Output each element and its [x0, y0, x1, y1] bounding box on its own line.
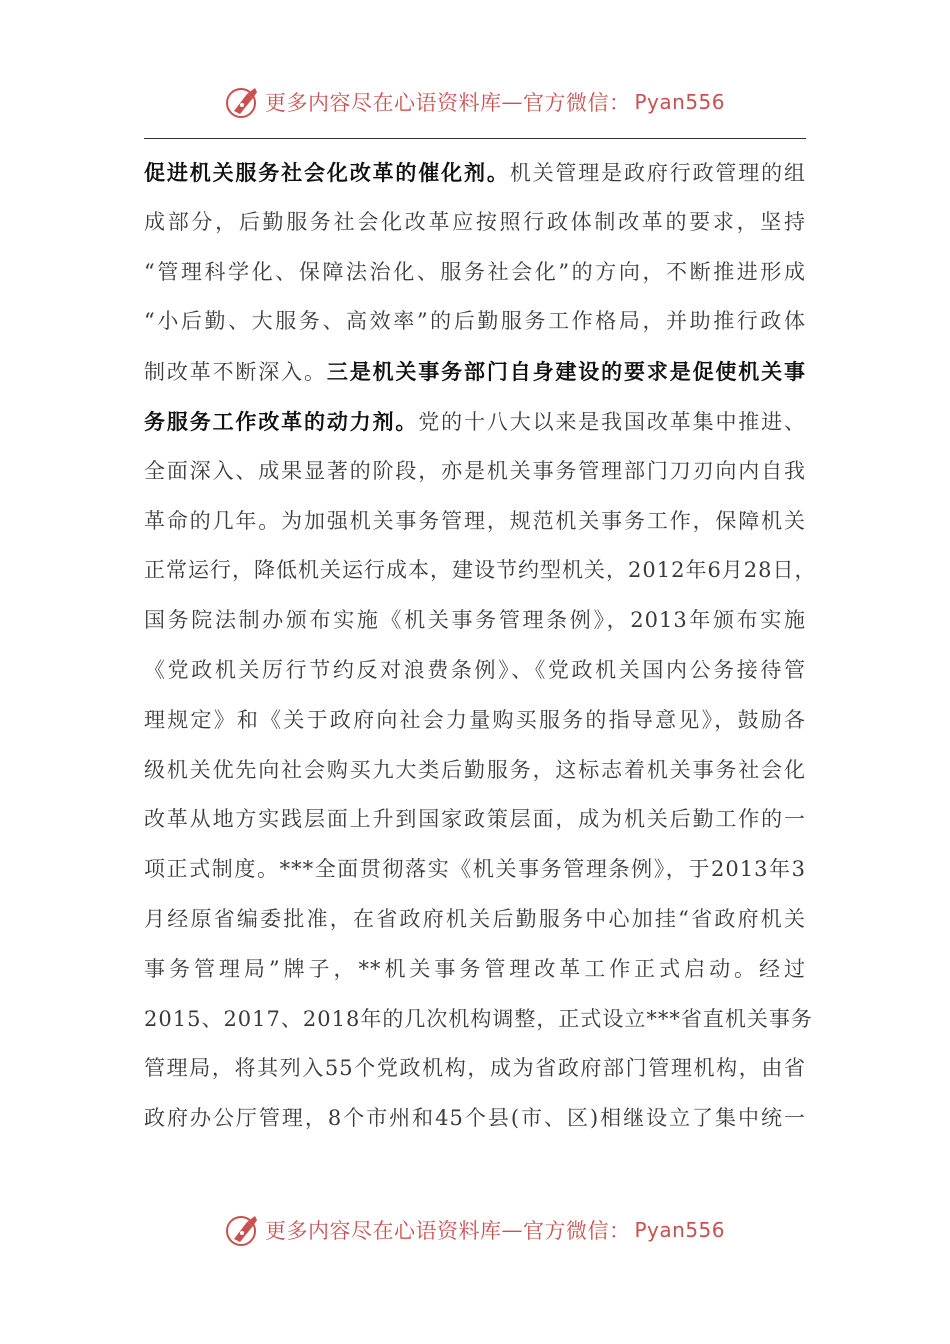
header-divider	[144, 138, 806, 139]
text-line: 促进机关服务社会化改革的催化剂。机关管理是政府行政管理的组	[144, 160, 807, 185]
text-line: 正常运行，降低机关运行成本，建设节约型机关，2012年6月28日，	[144, 558, 817, 583]
text-line: 政府办公厅管理，8个市州和45个县(市、区)相继设立了集中统一	[144, 1106, 806, 1131]
text-line: “管理科学化、保障法治化、服务社会化”的方向，不断推进形成	[144, 259, 806, 284]
site-name: 更多内容尽在心语资料库	[264, 91, 502, 115]
text-line: 项正式制度。***全面贯彻落实《机关事务管理条例》，于2013年3	[144, 857, 806, 882]
wechat-id: Pyan556	[634, 90, 725, 114]
wechat-label: 官方微信：	[522, 91, 631, 115]
text-line: 务服务工作改革的动力剂。党的十八大以来是我国改革集中推进、	[144, 408, 807, 434]
text-line: 革命的几年。为加强机关事务管理，规范机关事务工作，保障机关	[144, 508, 806, 533]
text-line: 级机关优先向社会购买九大类后勤服务，这标志着机关事务社会化	[144, 757, 806, 782]
text-line: 国务院法制办颁布实施《机关事务管理条例》，2013年颁布实施	[144, 608, 806, 633]
text-line: 全面深入、成果显著的阶段，亦是机关事务管理部门刀刃向内自我	[144, 458, 806, 483]
text-line: 制改革不断深入。三是机关事务部门自身建设的要求是促使机关事	[144, 359, 807, 385]
pen-nib-logo-icon	[225, 84, 261, 120]
pen-nib-logo-icon	[225, 1212, 261, 1248]
text-line: 改革从地方实践层面上升到国家政策层面，成为机关后勤工作的一	[144, 807, 806, 832]
header-banner	[0, 80, 950, 124]
text-line: 《党政机关厉行节约反对浪费条例》、《党政机关国内公务接待管	[144, 657, 806, 682]
separator-dash: —	[501, 90, 523, 114]
wechat-id: Pyan556	[634, 1218, 725, 1242]
footer-banner	[0, 1208, 950, 1252]
text-line: “小后勤、大服务、高效率”的后勤服务工作格局，并助推行政体	[144, 309, 806, 334]
text-line: 事务管理局”牌子，**机关事务管理改革工作正式启动。经过	[144, 956, 806, 981]
separator-dash: —	[501, 1218, 523, 1242]
text-line: 月经原省编委批准，在省政府机关后勤服务中心加挂“省政府机关	[144, 906, 806, 931]
text-line: 成部分，后勤服务社会化改革应按照行政体制改革的要求，坚持	[144, 209, 806, 234]
text-line: 管理局，将其列入55个党政机构，成为省政府部门管理机构，由省	[144, 1056, 806, 1081]
site-name: 更多内容尽在心语资料库	[264, 1219, 502, 1243]
wechat-label: 官方微信：	[522, 1219, 631, 1243]
text-line: 2015、2017、2018年的几次机构调整，正式设立***省直机关事务	[144, 1006, 813, 1031]
text-line: 理规定》和《关于政府向社会力量购买服务的指导意见》，鼓励各	[144, 707, 806, 732]
document-body	[144, 148, 817, 1144]
